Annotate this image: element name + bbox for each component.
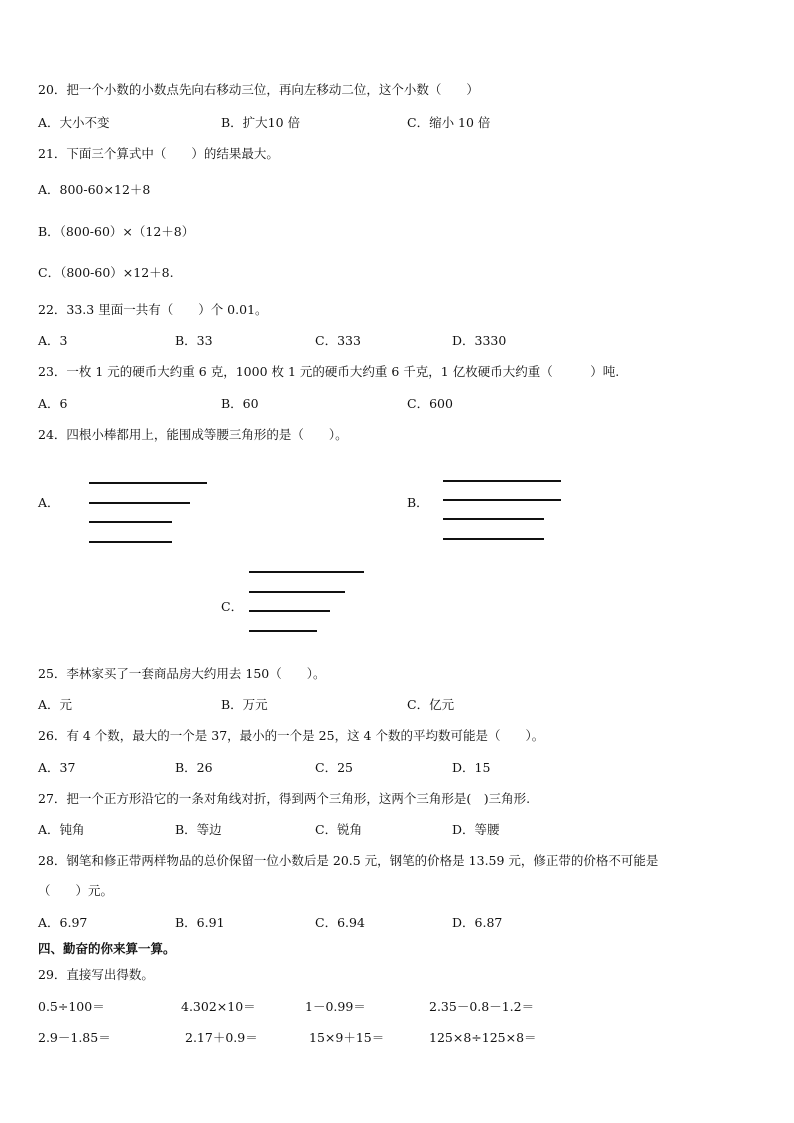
stick: [89, 521, 172, 523]
option-a: A．6: [38, 396, 68, 411]
question-20-stem: 20．把一个小数的小数点先向右移动三位，再向左移动二位，这个小数（ ）: [38, 82, 479, 97]
option-a: A．6.97: [38, 915, 88, 930]
calc-item: 2.17＋0.9＝: [185, 1030, 258, 1045]
question-24-stem: 24．四根小棒都用上，能围成等腰三角形的是（ ）。: [38, 427, 348, 442]
option-b: B．: [407, 495, 429, 510]
stick: [249, 591, 345, 593]
option-a: A．37: [38, 760, 76, 775]
stick: [443, 538, 544, 540]
question-28-stem-continued: （ ）元。: [38, 883, 114, 898]
calc-item: 4.302×10＝: [181, 999, 256, 1014]
option-a: A．大小不变: [38, 115, 110, 130]
stick: [443, 480, 561, 482]
question-21-stem: 21．下面三个算式中（ ）的结果最大。: [38, 146, 279, 161]
question-22-stem: 22．33.3 里面一共有（ ）个 0.01。: [38, 302, 268, 317]
stick: [443, 499, 561, 501]
calc-item: 125×8÷125×8＝: [429, 1030, 537, 1045]
option-a: A．钝角: [38, 822, 85, 837]
stick: [89, 482, 207, 484]
calc-item: 0.5÷100＝: [38, 999, 105, 1014]
option-c: C．: [221, 599, 244, 614]
option-b: B．扩大10 倍: [221, 115, 301, 130]
option-c: C．6.94: [315, 915, 365, 930]
option-d: D．3330: [452, 333, 507, 348]
calc-item: 2.9－1.85＝: [38, 1030, 111, 1045]
calc-item: 1－0.99＝: [305, 999, 366, 1014]
option-c: C．333: [315, 333, 361, 348]
option-c: C．（800-60）×12＋8.: [38, 265, 174, 280]
option-b: B．6.91: [175, 915, 225, 930]
option-c: C．600: [407, 396, 453, 411]
option-b: B．（800-60）×（12＋8）: [38, 224, 195, 239]
option-d: D．6.87: [452, 915, 503, 930]
question-29-stem: 29．直接写出得数。: [38, 967, 154, 982]
option-a: A．800-60×12＋8: [38, 182, 151, 197]
stick: [249, 630, 317, 632]
section-heading: 四、勤奋的你来算一算。: [38, 941, 176, 956]
question-26-stem: 26．有 4 个数，最大的一个是 37，最小的一个是 25，这 4 个数的平均数可能是（ ）。: [38, 728, 545, 743]
option-b: B．60: [221, 396, 259, 411]
question-23-stem: 23．一枚 1 元的硬币大约重 6 克，1000 枚 1 元的硬币大约重 6 千克，1 亿枚硬币大约重（ ）吨.: [38, 364, 620, 379]
question-25-stem: 25．李林家买了一套商品房大约用去 150（ ）。: [38, 666, 326, 681]
stick: [249, 571, 364, 573]
option-a: A．: [38, 495, 60, 510]
option-c: C．锐角: [315, 822, 363, 837]
option-c: C．25: [315, 760, 353, 775]
stick: [443, 518, 544, 520]
option-a: A．3: [38, 333, 68, 348]
option-b: B．等边: [175, 822, 222, 837]
option-a: A．元: [38, 697, 73, 712]
stick: [89, 502, 190, 504]
option-d: D．15: [452, 760, 491, 775]
question-27-stem: 27．把一个正方形沿它的一条对角线对折，得到两个三角形，这两个三角形是( )三角形.: [38, 791, 531, 806]
option-d: D．等腰: [452, 822, 500, 837]
option-b: B．33: [175, 333, 213, 348]
calc-item: 2.35－0.8－1.2＝: [429, 999, 535, 1014]
stick: [249, 610, 330, 612]
option-c: C．缩小 10 倍: [407, 115, 491, 130]
stick: [89, 541, 172, 543]
option-c: C．亿元: [407, 697, 455, 712]
calc-item: 15×9＋15＝: [309, 1030, 385, 1045]
question-28-stem: 28．钢笔和修正带两样物品的总价保留一位小数后是 20.5 元，钢笔的价格是 13.59 元，修正带的价格不可能是: [38, 853, 659, 868]
option-b: B．26: [175, 760, 213, 775]
option-b: B．万元: [221, 697, 268, 712]
